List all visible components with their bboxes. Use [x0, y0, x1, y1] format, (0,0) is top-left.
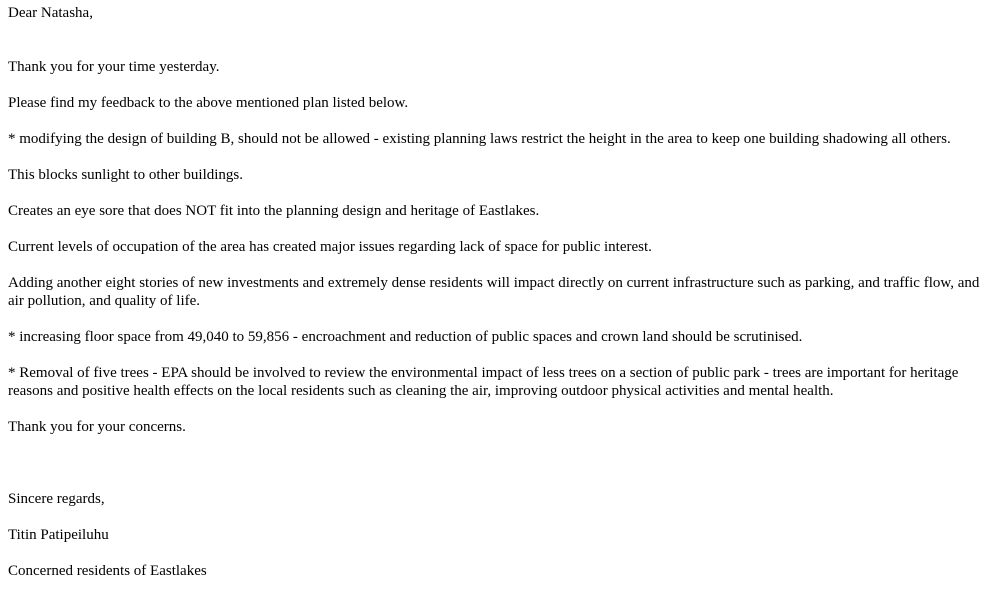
paragraph-trees: * Removal of five trees - EPA should be involved to review the environmental impact of less trees on a section of public park - trees are important for heritage reasons and positive health effects on the local residents such as cleaning the air, improving outdoor physical activities and mental health.: [8, 365, 959, 399]
salutation: Dear Natasha,: [8, 5, 93, 21]
paragraph-building-b: * modifying the design of building B, should not be allowed - existing planning laws restrict the height in the area to keep one building shadowing all others.: [8, 131, 951, 147]
paragraph-sunlight: This blocks sunlight to other buildings.: [8, 167, 243, 183]
letter-body: [8, 4, 993, 580]
paragraph-thanks: Thank you for your time yesterday.: [8, 59, 220, 75]
paragraph-concerns: Thank you for your concerns.: [8, 419, 186, 435]
paragraph-intro: Please find my feedback to the above mentioned plan listed below.: [8, 95, 409, 111]
signature-name: Titin Patipeiluhu: [8, 527, 109, 543]
paragraph-eyesore: Creates an eye sore that does NOT fit into the planning design and heritage of Eastlakes.: [8, 203, 540, 219]
paragraph-floor-space: * increasing floor space from 49,040 to 59,856 - encroachment and reduction of public spaces and crown land should be scrutinised.: [8, 329, 803, 345]
paragraph-occupation: Current levels of occupation of the area has created major issues regarding lack of space for public interest.: [8, 239, 652, 255]
signature-group: Concerned residents of Eastlakes: [8, 563, 207, 579]
closing: Sincere regards,: [8, 491, 105, 507]
paragraph-infrastructure: Adding another eight stories of new investments and extremely dense residents will impact directly on current infrastructure such as parking, and traffic flow, and air pollution, and quality of life.: [8, 275, 980, 309]
